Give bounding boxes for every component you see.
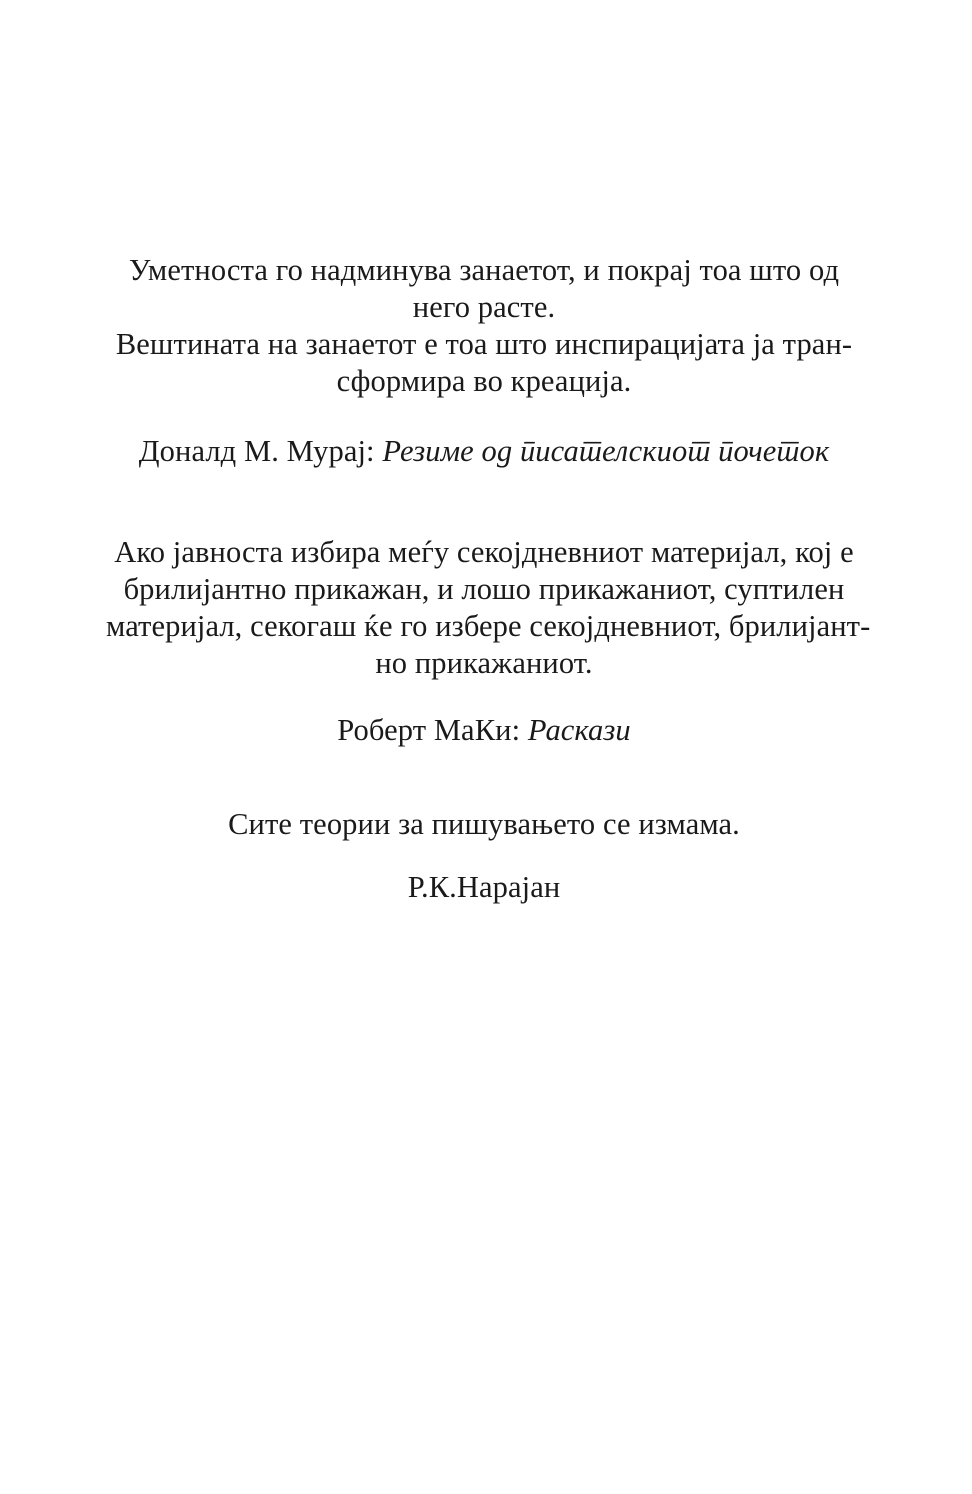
spacer xyxy=(106,682,862,712)
attribution-1 xyxy=(106,433,862,470)
attribution-3 xyxy=(106,869,862,906)
quote-block-1 xyxy=(106,252,862,400)
quote-line: но прикажаниот. xyxy=(375,646,593,680)
text-column xyxy=(106,252,871,906)
quote-line: Уметноста го надминува занаетот, и покрај тоа што од xyxy=(128,253,840,287)
attribution-name: Р.К.Нарајан xyxy=(407,870,561,904)
quote-line: Вештината на занаетот е тоа што инспирацијата ја тран- xyxy=(115,327,853,361)
spacer xyxy=(106,470,862,534)
attribution-name: Роберт МаКи: xyxy=(337,713,521,747)
attribution-name: Доналд М. Мурај: xyxy=(138,434,375,468)
quote-line: Сите теории за пишувањето се измама. xyxy=(228,807,740,841)
quote-block-3 xyxy=(106,806,862,843)
quote-line: материјал, секогаш ќе го избере секојдневниот, брилијант- xyxy=(106,609,871,643)
quote-block-2 xyxy=(106,534,871,682)
quote-line: сформира во креација. xyxy=(336,364,632,398)
attribution-work: Раскази xyxy=(527,713,631,747)
spacer xyxy=(106,843,862,869)
quote-line: него расте. xyxy=(412,290,556,324)
quote-line: брилијантно прикажан, и лошо прикажаниот, суптилен xyxy=(123,572,845,606)
attribution-separator xyxy=(520,713,528,747)
attribution-2 xyxy=(106,712,862,749)
spacer xyxy=(106,749,862,806)
quote-line: Ако јавноста избира меѓу секојдневниот материјал, кој е xyxy=(114,535,854,569)
spacer xyxy=(106,400,862,433)
attribution-work: Резиме од писателскиот почеток xyxy=(382,434,830,468)
